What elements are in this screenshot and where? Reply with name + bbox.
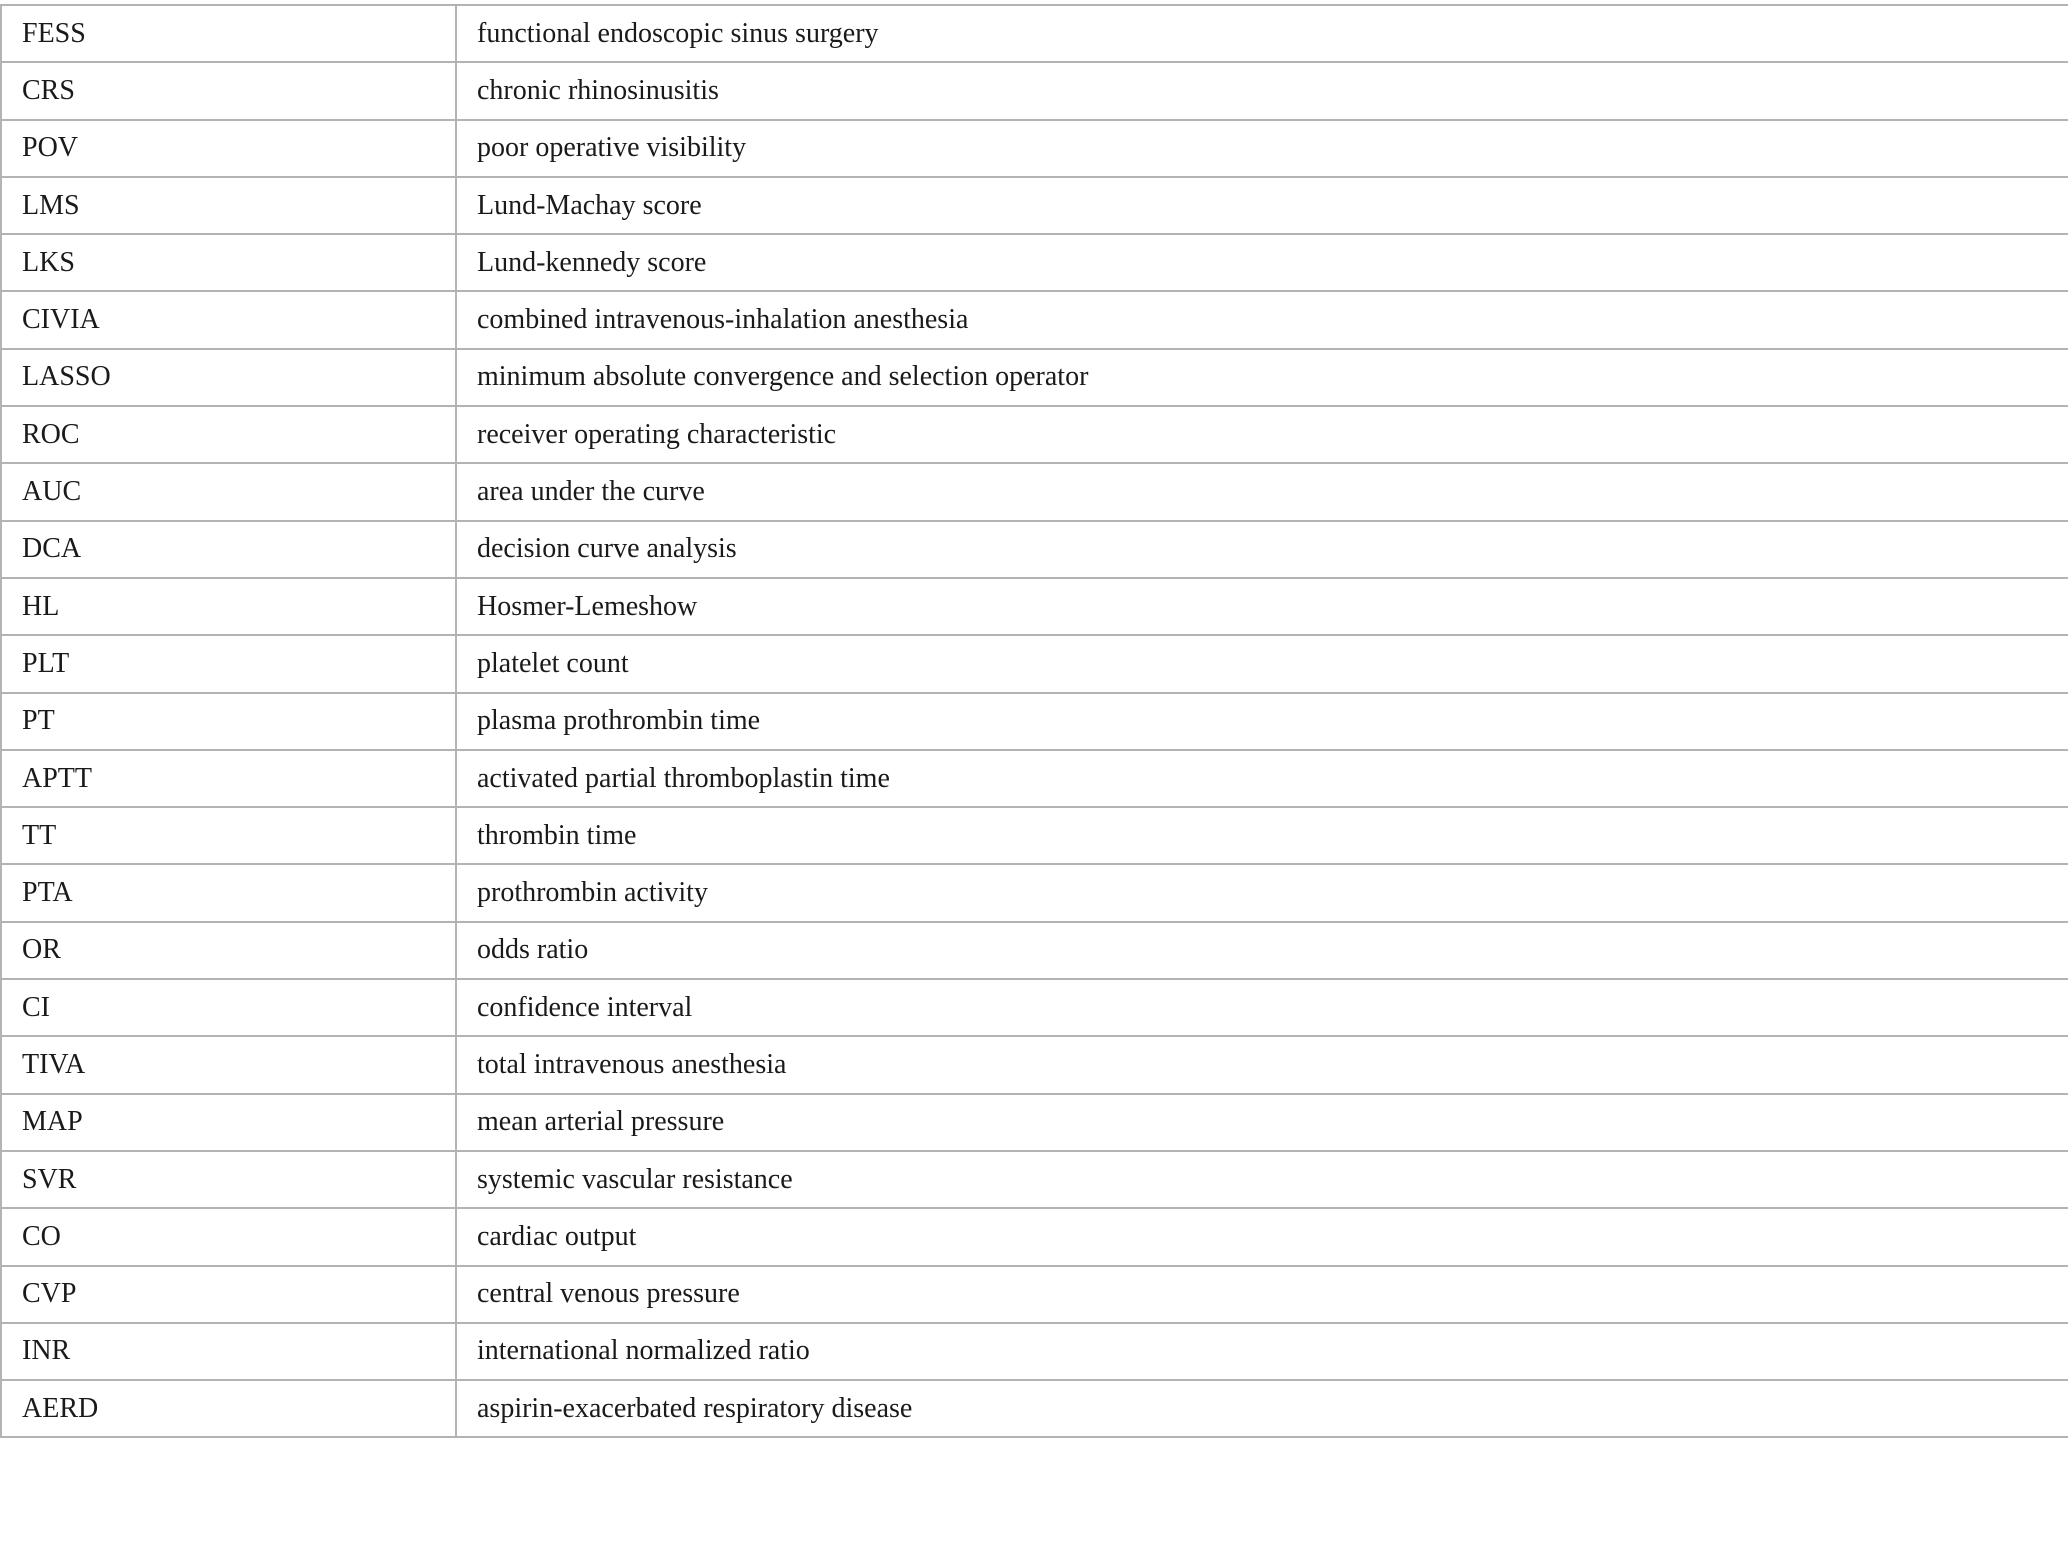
definition-cell: area under the curve xyxy=(456,463,2068,520)
definition-cell: cardiac output xyxy=(456,1208,2068,1265)
table-row xyxy=(1,349,2068,406)
abbreviation-cell: FESS xyxy=(1,5,456,62)
definition-cell: central venous pressure xyxy=(456,1266,2068,1323)
table-row xyxy=(1,807,2068,864)
abbreviation-cell: APTT xyxy=(1,750,456,807)
table-row xyxy=(1,922,2068,979)
abbreviation-cell: LASSO xyxy=(1,349,456,406)
definition-cell: Hosmer-Lemeshow xyxy=(456,578,2068,635)
table-row xyxy=(1,406,2068,463)
definition-cell: combined intravenous-inhalation anesthesia xyxy=(456,291,2068,348)
table-row xyxy=(1,120,2068,177)
abbreviation-cell: PTA xyxy=(1,864,456,921)
definition-cell: poor operative visibility xyxy=(456,120,2068,177)
table-row xyxy=(1,578,2068,635)
abbreviation-cell: CIVIA xyxy=(1,291,456,348)
abbreviation-cell: CO xyxy=(1,1208,456,1265)
table-row xyxy=(1,463,2068,520)
definition-cell: chronic rhinosinusitis xyxy=(456,62,2068,119)
abbreviations-table xyxy=(0,4,2068,1438)
abbreviation-cell: LMS xyxy=(1,177,456,234)
table-row xyxy=(1,177,2068,234)
table-row xyxy=(1,62,2068,119)
definition-cell: plasma prothrombin time xyxy=(456,693,2068,750)
abbreviation-cell: AUC xyxy=(1,463,456,520)
definition-cell: functional endoscopic sinus surgery xyxy=(456,5,2068,62)
abbreviation-cell: PT xyxy=(1,693,456,750)
table-row xyxy=(1,291,2068,348)
definition-cell: odds ratio xyxy=(456,922,2068,979)
definition-cell: aspirin-exacerbated respiratory disease xyxy=(456,1380,2068,1437)
abbreviation-cell: LKS xyxy=(1,234,456,291)
definition-cell: prothrombin activity xyxy=(456,864,2068,921)
abbreviation-cell: DCA xyxy=(1,521,456,578)
definition-cell: mean arterial pressure xyxy=(456,1094,2068,1151)
abbreviation-cell: ROC xyxy=(1,406,456,463)
table-row xyxy=(1,1208,2068,1265)
abbreviation-cell: INR xyxy=(1,1323,456,1380)
table-row xyxy=(1,5,2068,62)
abbreviations-table-container xyxy=(0,4,2068,1438)
definition-cell: decision curve analysis xyxy=(456,521,2068,578)
table-row xyxy=(1,693,2068,750)
abbreviation-cell: POV xyxy=(1,120,456,177)
abbreviation-cell: CI xyxy=(1,979,456,1036)
abbreviation-cell: HL xyxy=(1,578,456,635)
definition-cell: total intravenous anesthesia xyxy=(456,1036,2068,1093)
table-row xyxy=(1,750,2068,807)
table-row xyxy=(1,635,2068,692)
table-row xyxy=(1,1380,2068,1437)
abbreviation-cell: OR xyxy=(1,922,456,979)
table-row xyxy=(1,979,2068,1036)
table-row xyxy=(1,1266,2068,1323)
definition-cell: systemic vascular resistance xyxy=(456,1151,2068,1208)
definition-cell: Lund-Machay score xyxy=(456,177,2068,234)
abbreviation-cell: CVP xyxy=(1,1266,456,1323)
table-row xyxy=(1,864,2068,921)
definition-cell: Lund-kennedy score xyxy=(456,234,2068,291)
definition-cell: platelet count xyxy=(456,635,2068,692)
abbreviation-cell: PLT xyxy=(1,635,456,692)
table-row xyxy=(1,1151,2068,1208)
table-row xyxy=(1,234,2068,291)
abbreviation-cell: TT xyxy=(1,807,456,864)
definition-cell: minimum absolute convergence and selection operator xyxy=(456,349,2068,406)
table-row xyxy=(1,1323,2068,1380)
abbreviation-cell: MAP xyxy=(1,1094,456,1151)
abbreviation-cell: AERD xyxy=(1,1380,456,1437)
definition-cell: activated partial thromboplastin time xyxy=(456,750,2068,807)
table-row xyxy=(1,1036,2068,1093)
abbreviations-table-body xyxy=(1,5,2068,1437)
abbreviation-cell: TIVA xyxy=(1,1036,456,1093)
definition-cell: international normalized ratio xyxy=(456,1323,2068,1380)
table-row xyxy=(1,1094,2068,1151)
abbreviation-cell: CRS xyxy=(1,62,456,119)
definition-cell: confidence interval xyxy=(456,979,2068,1036)
definition-cell: receiver operating characteristic xyxy=(456,406,2068,463)
table-row xyxy=(1,521,2068,578)
abbreviation-cell: SVR xyxy=(1,1151,456,1208)
definition-cell: thrombin time xyxy=(456,807,2068,864)
